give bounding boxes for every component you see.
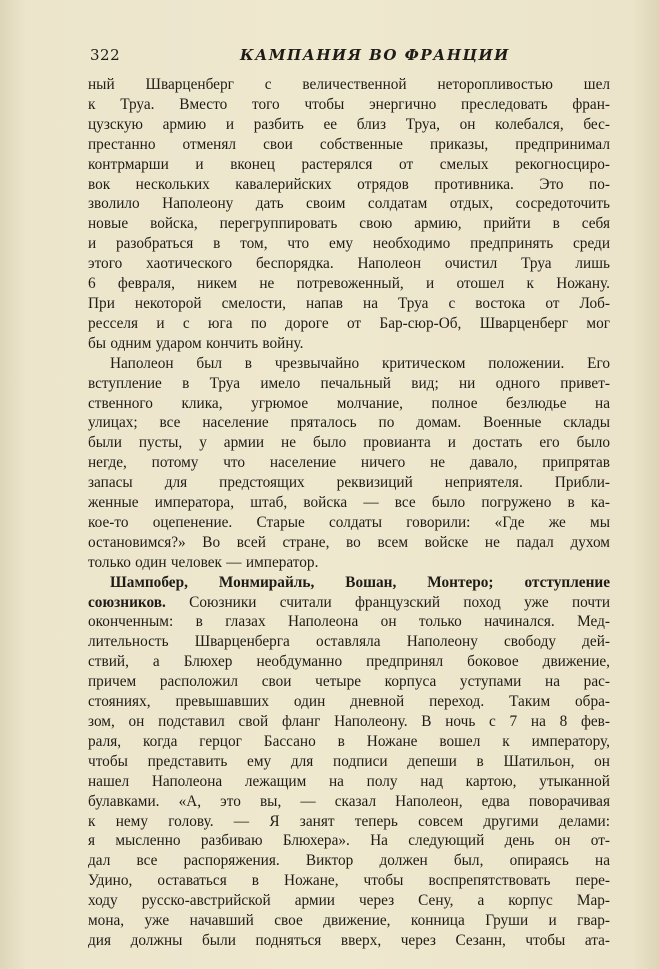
line-text: чтобы представить ему для подписи депеши в Шатильон, он: [88, 752, 610, 770]
line-text: остановимся?» Во всей стране, во всем войске не падал духом: [88, 533, 610, 551]
line-text: я мысленно разбиваю Блюхера». На следующий день он от-: [88, 832, 610, 850]
text-line: [88, 593, 610, 613]
line-text: 6 февраля, никем не потревоженный, и отошел к Ножану.: [88, 275, 610, 293]
text-line: [88, 453, 610, 473]
text-line: [88, 732, 610, 752]
line-text: Удино, оставаться в Ножане, чтобы воспрепятствовать пере-: [88, 872, 610, 890]
text-line: [88, 493, 610, 513]
text-line: [88, 812, 610, 832]
line-text: ходу русско-австрийской армии через Сену, а корпус Мар-: [88, 892, 610, 910]
text-line: [88, 135, 610, 155]
text-line: [88, 374, 610, 394]
line-text: мона, уже начавший свое движение, конница Груши и гвар-: [88, 912, 610, 930]
paragraph: [88, 573, 610, 951]
paragraph: [88, 354, 610, 573]
text-line: [88, 254, 610, 274]
text-line: [88, 155, 610, 175]
running-title: КАМПАНИЯ ВО ФРАНЦИИ: [240, 46, 510, 64]
line-text: вок нескольких кавалерийских отрядов противника. Это по-: [88, 175, 610, 193]
text-line: [88, 712, 610, 732]
text-line: [88, 612, 610, 632]
line-text: причем расположил свои четыре корпуса уступами на рас-: [88, 673, 610, 691]
text-line: [88, 513, 610, 533]
line-text: оконченным: в глазах Наполеона он только начинался. Мед-: [88, 613, 610, 631]
text-line: [88, 672, 610, 692]
line-text: ресселя и с юга по дороге от Бар-сюр-Об, Шварценберг мог: [88, 314, 610, 332]
text-line: [88, 314, 610, 334]
line-text: кое-то оцепенение. Старые солдаты говорили: «Где же мы: [88, 513, 610, 531]
text-line: [88, 792, 610, 812]
text-line: [88, 553, 610, 573]
text-line: [88, 294, 610, 314]
line-text: вступление в Труа имело печальный вид; ни одного привет-: [88, 374, 610, 392]
line-text: булавками. «А, это вы, — сказал Наполеон, едва поворачивая: [88, 792, 610, 810]
text-line: [88, 573, 610, 593]
paragraph: [88, 75, 610, 354]
line-text: и разобраться в том, что ему необходимо предпринять среди: [88, 235, 610, 253]
text-line: [88, 75, 610, 95]
text-line: [88, 851, 610, 871]
line-text: лительность Шварценберга оставляла Наполеону свободу дей-: [88, 633, 610, 651]
line-text: дия должны были подняться вверх, через Сезанн, чтобы ата-: [88, 931, 610, 949]
line-text: дал все распоряжения. Виктор должен был, опираясь на: [88, 852, 610, 870]
body-text: [88, 75, 610, 951]
line-text: новые войска, перегруппировать свою армию, прийти в себя: [88, 215, 610, 233]
line-text: негде, потому что население ничего не давало, припрятав: [88, 454, 610, 472]
line-text: улицах; все население пряталось по домам. Военные склады: [88, 414, 610, 432]
line-text: ный Шварценберг с величественной неторопливостью шел: [88, 76, 610, 93]
text-line: [88, 194, 610, 214]
line-text: Союзники считали французский поход уже почти: [165, 593, 610, 611]
line-text: были пусты, у армии не было провианта и достать его было: [88, 434, 610, 452]
line-text: раля, когда герцог Бассано в Ножане вошел к императору,: [88, 732, 610, 750]
text-line: [88, 473, 610, 493]
line-text: женные императора, штаб, войска — все было погружено в ка-: [88, 494, 610, 512]
text-line: [88, 334, 610, 354]
text-line: [88, 234, 610, 254]
line-text: зом, он подставил свой фланг Наполеону. В ночь с 7 на 8 фев-: [88, 713, 610, 730]
line-text: зволило Наполеону дать своим солдатам отдых, сосредоточить: [88, 195, 610, 213]
text-line: [88, 354, 610, 374]
text-line: [88, 752, 610, 772]
page-number: 322: [90, 46, 121, 64]
text-line: [88, 394, 610, 414]
text-line: [88, 772, 610, 792]
text-line: [88, 831, 610, 851]
line-text: к Труа. Вместо того чтобы энергично преследовать фран-: [88, 95, 610, 113]
text-line: [88, 175, 610, 195]
line-text: только один человек — император.: [88, 553, 319, 571]
text-line: [88, 692, 610, 712]
text-line: [88, 274, 610, 294]
text-line: [88, 891, 610, 911]
line-text: ствий, а Блюхер необдуманно предпринял боковое движение,: [88, 653, 610, 671]
line-text: запасы для предстоящих реквизиций неприятеля. Прибли-: [88, 474, 610, 492]
line-text: этого хаотического беспорядка. Наполеон очистил Труа лишь: [88, 255, 610, 273]
text-line: [88, 632, 610, 652]
line-text: При некоторой смелости, напав на Труа с востока от Лоб-: [88, 294, 610, 312]
text-line: [88, 911, 610, 931]
line-text: цузскую армию и разбить ее близ Труа, он колебался, бес-: [88, 115, 610, 133]
line-text: бы одним ударом кончить войну.: [88, 334, 304, 352]
text-line: [88, 214, 610, 234]
line-text: стояниях, превышавших один дневной переход. Таким обра-: [88, 693, 610, 711]
text-line: [88, 533, 610, 553]
text-line: [88, 871, 610, 891]
section-heading: союзников.: [88, 593, 166, 611]
line-text: к нему голову. — Я занят теперь совсем другими делами:: [88, 812, 610, 830]
line-text: контрмарши и вконец растерялся от смелых рекогносциро-: [88, 155, 610, 173]
text-line: [88, 433, 610, 453]
text-line: [88, 413, 610, 433]
text-line: [88, 95, 610, 115]
section-heading: Шампобер, Монмирайль, Вошан, Монтеро; отступление: [110, 573, 610, 591]
text-line: [88, 115, 610, 135]
text-line: [88, 652, 610, 672]
page-header: [90, 46, 610, 68]
line-text: нашел Наполеона лежащим на полу над картою, утыканной: [88, 772, 610, 790]
line-text: ственного клика, угрюмое молчание, полное безлюдье на: [88, 394, 610, 412]
line-text: Наполеон был в чрезвычайно критическом положении. Его: [110, 354, 610, 372]
text-line: [88, 931, 610, 951]
line-text: престанно отменял свои собственные приказы, предпринимал: [88, 135, 610, 153]
